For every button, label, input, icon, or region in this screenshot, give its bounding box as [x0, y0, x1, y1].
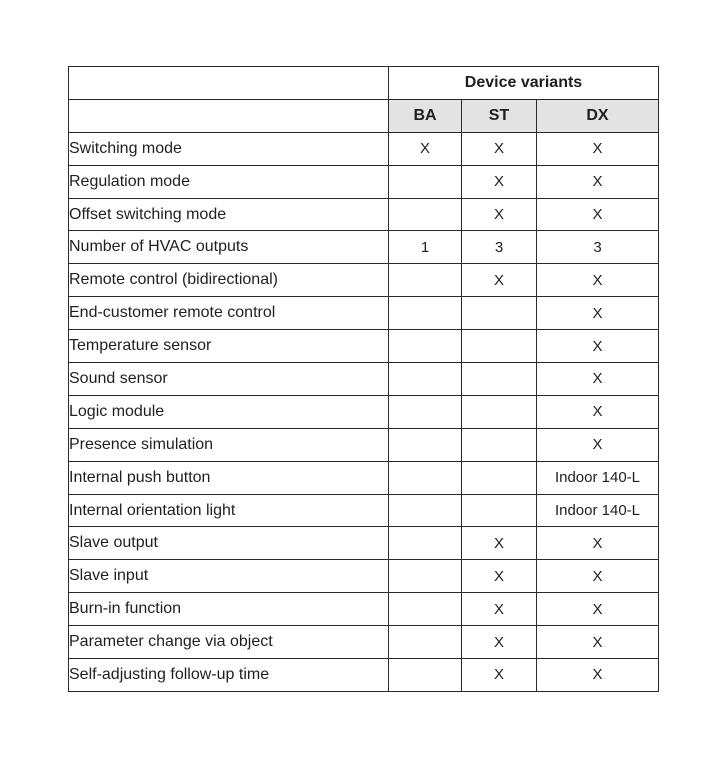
feature-label: Switching mode [69, 132, 389, 165]
value-cell-ba [389, 659, 462, 692]
feature-label: Slave output [69, 527, 389, 560]
value-cell-dx: Indoor 140-L [537, 461, 659, 494]
feature-label: Presence simulation [69, 428, 389, 461]
value-cell-ba [389, 626, 462, 659]
table-row [69, 560, 659, 593]
header-spacer [69, 67, 389, 100]
header-spacer [69, 99, 389, 132]
value-cell-st [462, 428, 537, 461]
value-cell-dx: X [537, 560, 659, 593]
value-cell-st [462, 461, 537, 494]
table-row [69, 165, 659, 198]
value-cell-dx: Indoor 140-L [537, 494, 659, 527]
value-cell-st [462, 395, 537, 428]
value-cell-dx: X [537, 659, 659, 692]
group-header-row [69, 67, 659, 100]
value-cell-ba [389, 560, 462, 593]
column-header-ba: BA [389, 99, 462, 132]
column-header-st: ST [462, 99, 537, 132]
feature-label: Number of HVAC outputs [69, 231, 389, 264]
value-cell-st: X [462, 527, 537, 560]
table-row [69, 461, 659, 494]
value-cell-st: 3 [462, 231, 537, 264]
feature-label: Regulation mode [69, 165, 389, 198]
feature-label: Sound sensor [69, 363, 389, 396]
value-cell-ba [389, 395, 462, 428]
value-cell-dx: X [537, 297, 659, 330]
table-row [69, 297, 659, 330]
value-cell-st: X [462, 659, 537, 692]
value-cell-dx: X [537, 593, 659, 626]
feature-label: Internal orientation light [69, 494, 389, 527]
value-cell-ba [389, 264, 462, 297]
feature-label: Logic module [69, 395, 389, 428]
value-cell-dx: X [537, 428, 659, 461]
table-row [69, 593, 659, 626]
table-row [69, 363, 659, 396]
table-row [69, 264, 659, 297]
value-cell-st: X [462, 132, 537, 165]
value-cell-st [462, 363, 537, 396]
value-cell-dx: X [537, 165, 659, 198]
feature-label: End-customer remote control [69, 297, 389, 330]
value-cell-st [462, 297, 537, 330]
feature-label: Internal push button [69, 461, 389, 494]
value-cell-ba [389, 428, 462, 461]
table-row [69, 659, 659, 692]
value-cell-st: X [462, 593, 537, 626]
value-cell-ba [389, 198, 462, 231]
value-cell-ba [389, 593, 462, 626]
value-cell-ba: 1 [389, 231, 462, 264]
value-cell-ba [389, 494, 462, 527]
device-variants-table [68, 66, 659, 692]
value-cell-dx: X [537, 264, 659, 297]
value-cell-dx: X [537, 330, 659, 363]
column-header-dx: DX [537, 99, 659, 132]
value-cell-ba [389, 330, 462, 363]
feature-label: Parameter change via object [69, 626, 389, 659]
value-cell-ba [389, 165, 462, 198]
value-cell-dx: X [537, 626, 659, 659]
value-cell-st [462, 330, 537, 363]
table-row [69, 494, 659, 527]
table-row [69, 330, 659, 363]
table-row [69, 527, 659, 560]
feature-label: Self-adjusting follow-up time [69, 659, 389, 692]
feature-label: Offset switching mode [69, 198, 389, 231]
value-cell-st: X [462, 165, 537, 198]
table-row [69, 428, 659, 461]
value-cell-dx: X [537, 527, 659, 560]
feature-label: Temperature sensor [69, 330, 389, 363]
value-cell-ba [389, 461, 462, 494]
table-row [69, 231, 659, 264]
value-cell-st: X [462, 264, 537, 297]
value-cell-dx: X [537, 132, 659, 165]
table-group-header: Device variants [389, 67, 659, 100]
table-row [69, 132, 659, 165]
value-cell-st: X [462, 198, 537, 231]
value-cell-dx: X [537, 198, 659, 231]
value-cell-st [462, 494, 537, 527]
table-row [69, 395, 659, 428]
value-cell-dx: 3 [537, 231, 659, 264]
feature-label: Burn-in function [69, 593, 389, 626]
table-row [69, 626, 659, 659]
feature-label: Slave input [69, 560, 389, 593]
value-cell-ba [389, 297, 462, 330]
value-cell-dx: X [537, 395, 659, 428]
value-cell-dx: X [537, 363, 659, 396]
value-cell-ba: X [389, 132, 462, 165]
column-header-row [69, 99, 659, 132]
value-cell-ba [389, 363, 462, 396]
value-cell-st: X [462, 560, 537, 593]
value-cell-ba [389, 527, 462, 560]
table-row [69, 198, 659, 231]
value-cell-st: X [462, 626, 537, 659]
feature-label: Remote control (bidirectional) [69, 264, 389, 297]
